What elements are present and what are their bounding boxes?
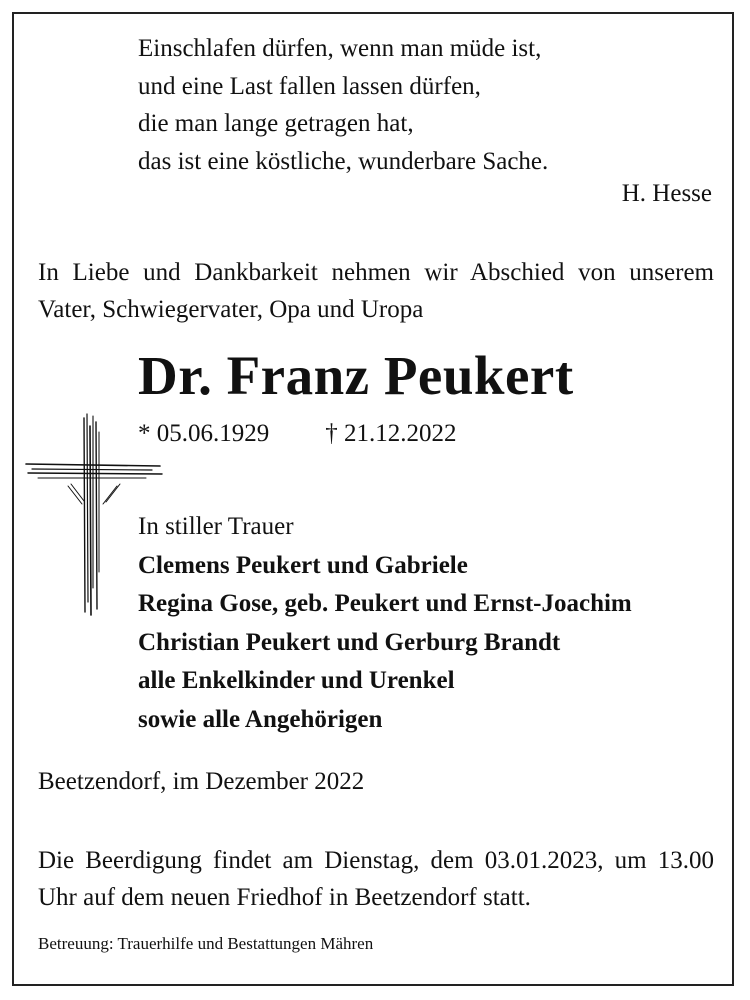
place-date: Beetzendorf, im Dezember 2022 <box>38 768 365 795</box>
mourners-heading: In stiller Trauer <box>138 513 294 540</box>
poem <box>138 30 548 180</box>
poem-line: Einschlafen dürfen, wenn man müde ist, <box>138 35 542 62</box>
poem-author: H. Hesse <box>621 180 712 207</box>
care-credit: Betreuung: Trauerhilfe und Bestattungen Mähren <box>38 934 374 953</box>
poem-line: das ist eine köstliche, wunderbare Sache. <box>138 147 549 175</box>
intro-text: In Liebe und Dankbarkeit nehmen wir Abschied von unserem Vater, Schwiegervater, Opa und Uropa <box>38 259 714 323</box>
mourner-line: alle Enkelkinder und Urenkel <box>138 667 455 694</box>
poem-line: und eine Last fallen lassen dürfen, <box>138 72 481 100</box>
funeral-info: Die Beerdigung findet am Dienstag, dem 03.01.2023, um 13.00 Uhr auf dem neuen Friedhof in Beetzendorf statt. <box>38 847 714 911</box>
mourner-line: sowie alle Angehörigen <box>138 705 383 733</box>
death-date: † 21.12.2022 <box>325 420 457 447</box>
poem-line: die man lange getragen hat, <box>138 110 414 137</box>
life-dates <box>138 420 457 448</box>
mourner-line: Clemens Peukert und Gabriele <box>138 551 468 579</box>
mourners-block <box>138 508 632 739</box>
birth-date: * 05.06.1929 <box>138 420 270 447</box>
deceased-name: Dr. Franz Peukert <box>138 345 574 406</box>
mourner-line: Regina Gose, geb. Peukert und Ernst-Joachim <box>138 590 632 617</box>
mourner-line: Christian Peukert und Gerburg Brandt <box>138 628 561 656</box>
